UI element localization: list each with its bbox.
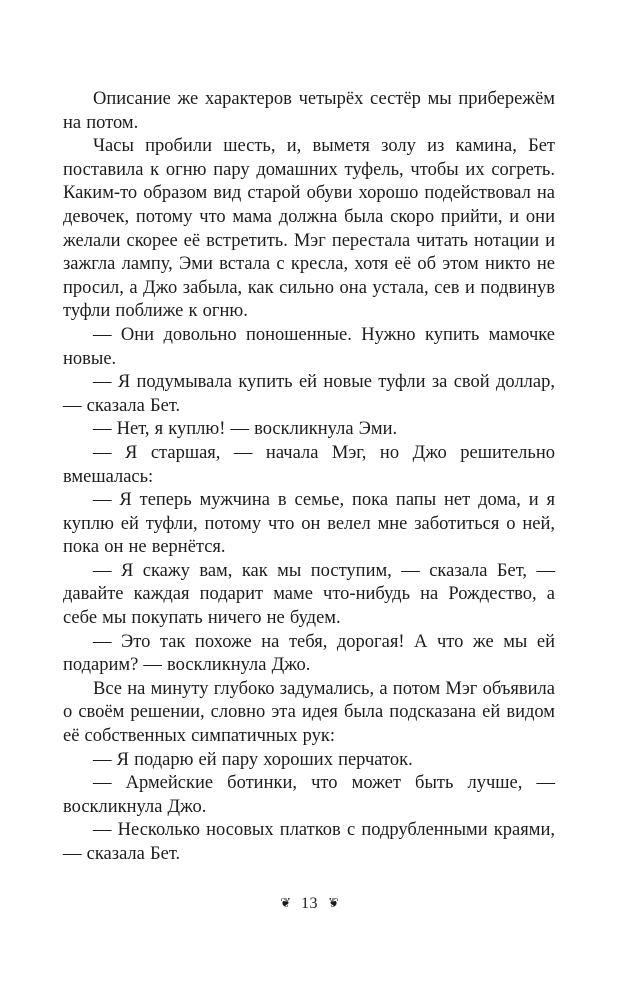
paragraph: — Армейские ботинки, что может быть лучше, — воскликнула Джо. bbox=[63, 773, 555, 817]
fleuron-right-icon: ❦ bbox=[328, 895, 339, 910]
fleuron-left-icon: ❦ bbox=[280, 895, 291, 910]
paragraph: — Нет, я куплю! — воскликнула Эми. bbox=[93, 419, 398, 440]
text-block bbox=[63, 88, 555, 867]
paragraph: — Я подарю ей пару хороших перчаток. bbox=[93, 749, 413, 770]
paragraph: Все на минуту глубоко задумались, а потом Мэг объявила о своём решении, словно эта идея была подсказана ей видом её собственных симпатичных рук: bbox=[63, 678, 555, 747]
paragraph: Описание же характеров четырёх сестёр мы прибережём на потом. bbox=[63, 89, 555, 133]
paragraph: — Я старшая, — начала Мэг, но Джо решительно вмешалась: bbox=[63, 442, 555, 487]
page-footer bbox=[0, 893, 619, 914]
paragraph: Часы пробили шесть, и, выметя золу из камина, Бет поставила к огню пару домашних туфель, чтобы их согреть. Каким-то образом вид старой обуви хорошо подействовал на девочек, потому что мама должна была скоро прийти, и они желали скорее её встретить. Мэг перестала читать нотации и зажгла лампу, Эми встала с кресла, хотя её об этом никто не просил, а Джо забыла, как сильно она устала, сев и подвинув туфли поближе к огню. bbox=[63, 136, 555, 322]
paragraph: — Я подумывала купить ей новые туфли за свой доллар, — сказала Бет. bbox=[63, 372, 555, 416]
paragraph: — Это так похоже на тебя, дорогая! А что же мы ей подарим? — воскликнула Джо. bbox=[63, 631, 555, 676]
paragraph: — Несколько носовых платков с подрубленными краями, — сказала Бет. bbox=[63, 820, 555, 864]
page-number: 13 bbox=[301, 895, 318, 912]
paragraph: — Они довольно поношенные. Нужно купить мамочке новые. bbox=[63, 324, 555, 369]
paragraph: — Я скажу вам, как мы поступим, — сказала Бет, — давайте каждая подарит маме что-нибудь на Рождество, а себе мы покупать ничего не будем. bbox=[63, 560, 555, 629]
paragraph: — Я теперь мужчина в семье, пока папы нет дома, и я куплю ей туфли, потому что он велел мне заботиться о ней, пока он не вернётся. bbox=[63, 490, 555, 558]
